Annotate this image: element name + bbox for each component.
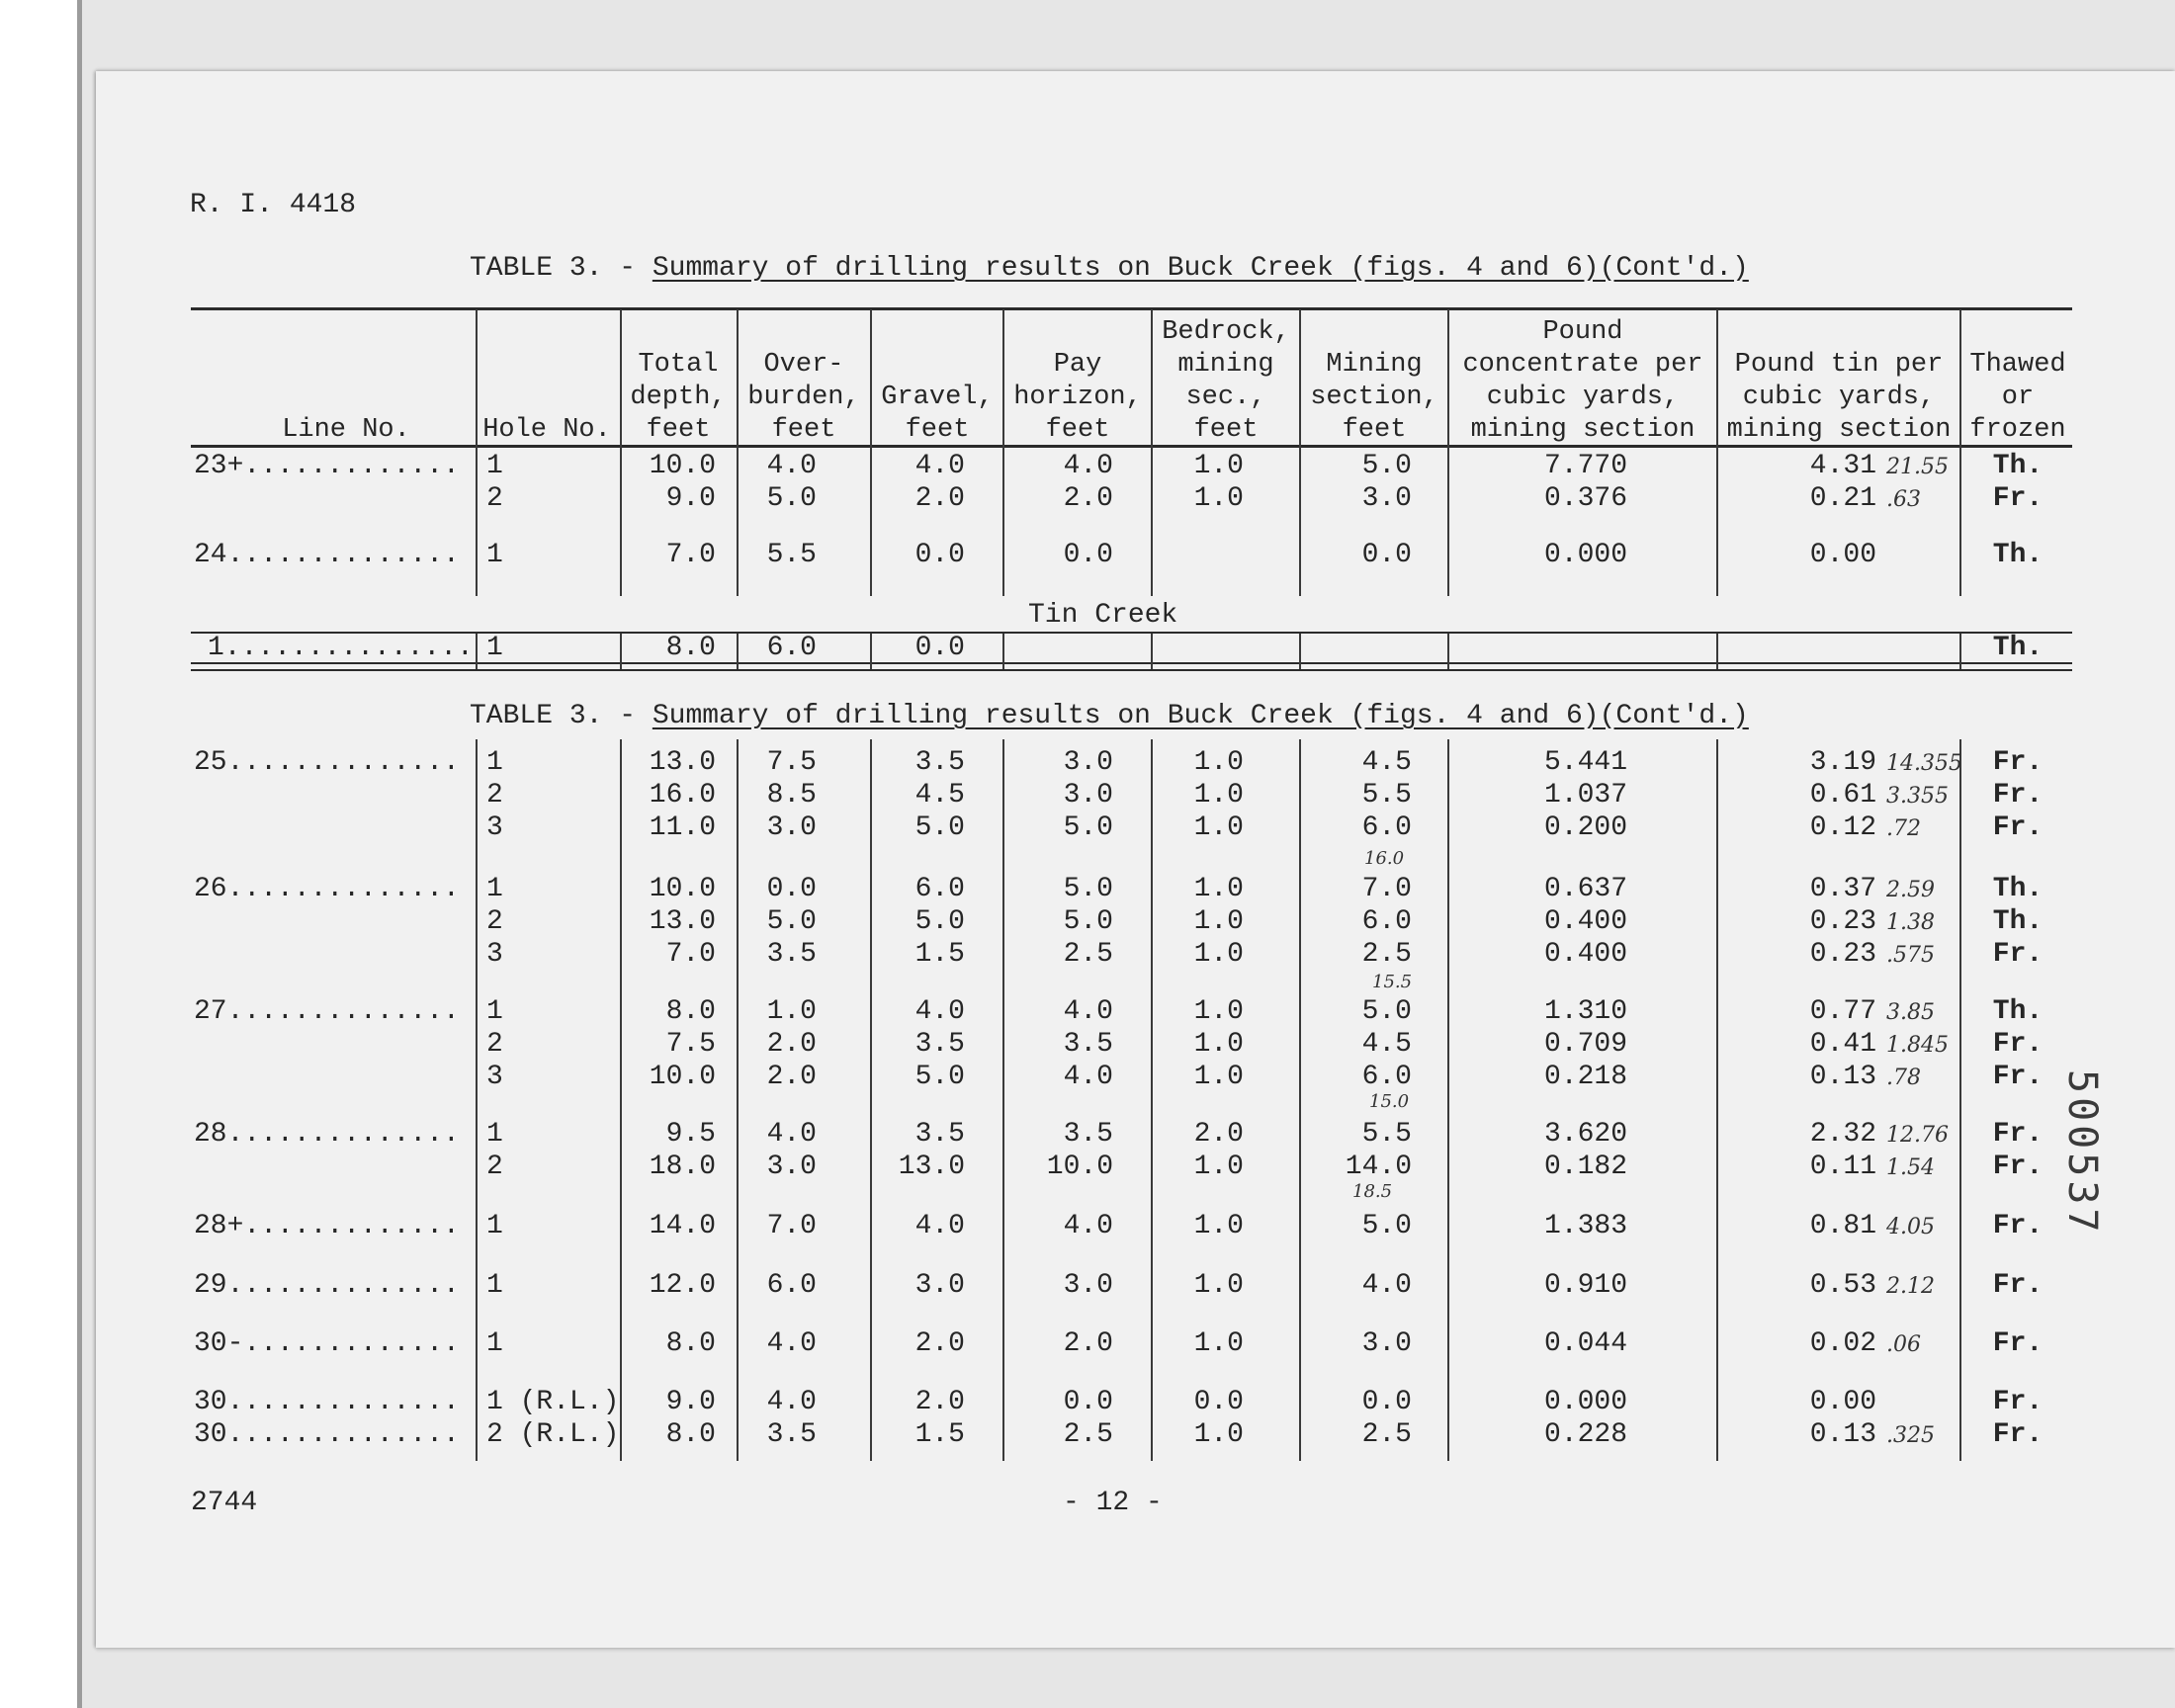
cell-pay-horizon: 3.5 [1063, 1119, 1113, 1150]
column-rule-tin-creek [737, 634, 739, 669]
margin-correction-note: 16.0 [1364, 848, 1405, 869]
cell-handwritten: 1.845 [1886, 1033, 1949, 1058]
cell-hole-no: 1 [486, 1270, 503, 1301]
cell-total-depth: 9.0 [665, 1387, 716, 1417]
table-title-top [470, 253, 1749, 285]
cell-overburden: 5.5 [766, 540, 817, 570]
cell-total-depth: 16.0 [649, 780, 716, 811]
cell-tin: 0.00 [1809, 540, 1876, 570]
cell-state: Fr. [1992, 747, 2044, 778]
cell-tin: 0.11 [1809, 1152, 1876, 1182]
table-top-rule [191, 307, 2072, 310]
table-title-bottom [470, 701, 1749, 732]
cell-handwritten: 14.355 [1886, 751, 1962, 776]
cell-tin: 0.23 [1809, 906, 1876, 937]
cell-line-no: 28+............. [194, 1211, 460, 1241]
cell-handwritten: .575 [1886, 943, 1935, 968]
cell-hole-no: 1 [486, 1211, 503, 1241]
cell-total-depth: 9.5 [665, 1119, 716, 1150]
cell-handwritten: 1.54 [1886, 1155, 1935, 1180]
cell-bedrock: 2.0 [1193, 1119, 1244, 1150]
cell-bedrock: 1.0 [1193, 1270, 1244, 1301]
tin-creek-label: Tin Creek [1028, 600, 1178, 631]
cell-tin: 0.12 [1809, 812, 1876, 843]
cell-mining-section: 3.0 [1361, 483, 1412, 514]
cell-handwritten: 1.38 [1886, 910, 1935, 935]
cell-state: Fr. [1992, 1211, 2044, 1241]
cell-tin: 0.21 [1809, 483, 1876, 514]
cell-bedrock: 1.0 [1193, 483, 1244, 514]
cell-hole-no: 1 [486, 1119, 503, 1150]
cell-concentrate: 0.182 [1543, 1152, 1627, 1182]
cell-total-depth: 7.5 [665, 1029, 716, 1060]
cell-overburden: 4.0 [766, 1119, 817, 1150]
report-id: R. I. 4418 [190, 190, 357, 220]
cell-concentrate: 1.037 [1543, 780, 1627, 811]
cell-gravel: 5.0 [914, 812, 965, 843]
cell-bedrock: 1.0 [1193, 1211, 1244, 1241]
cell-gravel: 4.5 [914, 780, 965, 811]
cell-mining-section: 0.0 [1361, 1387, 1412, 1417]
cell-tin: 3.19 [1809, 747, 1876, 778]
cell-state: Fr. [1992, 1062, 2044, 1092]
cell-gravel: 4.0 [914, 996, 965, 1027]
column-rule-tin-creek [1447, 634, 1449, 669]
cell-line-no: 29.............. [194, 1270, 460, 1301]
cell-total-depth: 8.0 [665, 1328, 716, 1359]
cell-mining-section: 14.0 [1345, 1152, 1412, 1182]
cell-mining-section: 5.0 [1361, 996, 1412, 1027]
column-rule-top [1959, 309, 1961, 596]
cell-line-no: 30.............. [194, 1387, 460, 1417]
cell-concentrate: 0.637 [1543, 874, 1627, 904]
cell-line-no: 30-............. [194, 1328, 460, 1359]
cell-state: Fr. [1992, 1328, 2044, 1359]
cell-gravel: 2.0 [914, 483, 965, 514]
column-rule-tin-creek [1299, 634, 1301, 669]
cell-pay-horizon: 3.0 [1063, 1270, 1113, 1301]
tin-creek-line: 1............... [208, 633, 474, 663]
cell-handwritten: 2.12 [1886, 1274, 1935, 1299]
cell-gravel: 1.5 [914, 939, 965, 970]
cell-pay-horizon: 4.0 [1063, 1062, 1113, 1092]
cell-bedrock: 1.0 [1193, 780, 1244, 811]
cell-hole-no: 2 [486, 906, 503, 937]
cell-bedrock: 0.0 [1193, 1387, 1244, 1417]
cell-tin: 0.77 [1809, 996, 1876, 1027]
cell-bedrock: 1.0 [1193, 1062, 1244, 1092]
cell-overburden: 4.0 [766, 451, 817, 481]
cell-state: Fr. [1992, 1270, 2044, 1301]
cell-gravel: 13.0 [898, 1152, 965, 1182]
column-rule-bottom [476, 739, 478, 1461]
cell-gravel: 1.5 [914, 1419, 965, 1450]
cell-mining-section: 4.0 [1361, 1270, 1412, 1301]
cell-bedrock: 1.0 [1193, 939, 1244, 970]
cell-hole-no: 2 (R.L.) [486, 1419, 620, 1450]
cell-concentrate: 1.383 [1543, 1211, 1627, 1241]
cell-bedrock: 1.0 [1193, 1328, 1244, 1359]
cell-total-depth: 7.0 [665, 939, 716, 970]
cell-hole-no: 1 [486, 540, 503, 570]
tin-creek-hole: 1 [486, 633, 503, 663]
cell-overburden: 0.0 [766, 874, 817, 904]
cell-hole-no: 1 [486, 874, 503, 904]
side-stamp: 500537 [2059, 1069, 2105, 1237]
cell-line-no: 26.............. [194, 874, 460, 904]
cell-state: Th. [1992, 996, 2044, 1027]
cell-mining-section: 5.5 [1361, 1119, 1412, 1150]
table-title-text: Summary of drilling results on Buck Creek (figs. 4 and 6)(Cont'd.) [652, 253, 1749, 284]
cell-concentrate: 0.400 [1543, 939, 1627, 970]
cell-hole-no: 1 [486, 996, 503, 1027]
cell-gravel: 6.0 [914, 874, 965, 904]
column-rule-bottom [1959, 739, 1961, 1461]
cell-state: Th. [1992, 906, 2044, 937]
header-tin: Pound tin per cubic yards, mining section [1726, 350, 1952, 445]
cell-total-depth: 10.0 [649, 1062, 716, 1092]
cell-concentrate: 0.200 [1543, 812, 1627, 843]
header-bedrock: Bedrock, mining sec., feet [1162, 317, 1290, 445]
cell-pay-horizon: 4.0 [1063, 1211, 1113, 1241]
cell-hole-no: 1 (R.L.) [486, 1387, 620, 1417]
cell-concentrate: 0.910 [1543, 1270, 1627, 1301]
cell-handwritten: 21.55 [1886, 455, 1949, 479]
cell-bedrock: 1.0 [1193, 1419, 1244, 1450]
cell-bedrock: 1.0 [1193, 996, 1244, 1027]
cell-gravel: 5.0 [914, 906, 965, 937]
column-rule-tin-creek [620, 634, 622, 669]
header-thawed: Thawed or frozen [1969, 350, 2066, 445]
cell-pay-horizon: 2.0 [1063, 483, 1113, 514]
column-rule-tin-creek [870, 634, 872, 669]
table-title-text: Summary of drilling results on Buck Creek (figs. 4 and 6)(Cont'd.) [652, 701, 1749, 731]
cell-concentrate: 3.620 [1543, 1119, 1627, 1150]
cell-gravel: 4.0 [914, 451, 965, 481]
cell-state: Th. [1992, 540, 2044, 570]
column-rule-tin-creek [1002, 634, 1004, 669]
cell-overburden: 2.0 [766, 1062, 817, 1092]
footer-code: 2744 [191, 1488, 258, 1518]
header-pay-horizon: Pay horizon, feet [1013, 350, 1142, 445]
cell-total-depth: 14.0 [649, 1211, 716, 1241]
cell-overburden: 1.0 [766, 996, 817, 1027]
cell-overburden: 3.0 [766, 812, 817, 843]
cell-state: Fr. [1992, 1387, 2044, 1417]
scan-left-margin [0, 0, 77, 1708]
table-title-prefix: TABLE 3. - [470, 701, 652, 731]
cell-handwritten: 3.355 [1886, 784, 1949, 809]
cell-concentrate: 5.441 [1543, 747, 1627, 778]
cell-mining-section: 7.0 [1361, 874, 1412, 904]
cell-state: Fr. [1992, 812, 2044, 843]
cell-bedrock: 1.0 [1193, 1029, 1244, 1060]
cell-pay-horizon: 4.0 [1063, 451, 1113, 481]
cell-concentrate: 0.376 [1543, 483, 1627, 514]
cell-bedrock: 1.0 [1193, 1152, 1244, 1182]
cell-gravel: 4.0 [914, 1211, 965, 1241]
cell-bedrock: 1.0 [1193, 812, 1244, 843]
cell-concentrate: 7.770 [1543, 451, 1627, 481]
margin-correction-note: 15.5 [1372, 972, 1413, 992]
cell-overburden: 6.0 [766, 1270, 817, 1301]
cell-state: Fr. [1992, 1119, 2044, 1150]
cell-gravel: 0.0 [914, 540, 965, 570]
cell-tin: 0.00 [1809, 1387, 1876, 1417]
column-rule-top [476, 309, 478, 596]
cell-pay-horizon: 5.0 [1063, 874, 1113, 904]
cell-gravel: 2.0 [914, 1387, 965, 1417]
cell-hole-no: 3 [486, 812, 503, 843]
header-gravel: Gravel, feet [881, 383, 994, 445]
cell-mining-section: 5.0 [1361, 451, 1412, 481]
cell-hole-no: 2 [486, 1152, 503, 1182]
margin-correction-note: 18.5 [1352, 1181, 1393, 1202]
cell-hole-no: 2 [486, 483, 503, 514]
cell-handwritten: .325 [1886, 1423, 1935, 1448]
cell-pay-horizon: 2.5 [1063, 1419, 1113, 1450]
cell-overburden: 3.5 [766, 1419, 817, 1450]
cell-bedrock: 1.0 [1193, 451, 1244, 481]
cell-gravel: 2.0 [914, 1328, 965, 1359]
cell-mining-section: 6.0 [1361, 812, 1412, 843]
cell-tin: 2.32 [1809, 1119, 1876, 1150]
cell-pay-horizon: 2.5 [1063, 939, 1113, 970]
header-line-no: Line No. [282, 415, 410, 445]
cell-mining-section: 2.5 [1361, 939, 1412, 970]
cell-overburden: 8.5 [766, 780, 817, 811]
cell-total-depth: 10.0 [649, 874, 716, 904]
cell-handwritten: 12.76 [1886, 1123, 1949, 1148]
cell-concentrate: 0.044 [1543, 1328, 1627, 1359]
cell-bedrock: 1.0 [1193, 874, 1244, 904]
cell-gravel: 3.0 [914, 1270, 965, 1301]
cell-state: Fr. [1992, 939, 2044, 970]
header-hole-no: Hole No. [482, 415, 611, 445]
cell-state: Fr. [1992, 483, 2044, 514]
cell-mining-section: 5.0 [1361, 1211, 1412, 1241]
cell-line-no: 30.............. [194, 1419, 460, 1450]
cell-state: Fr. [1992, 1029, 2044, 1060]
cell-hole-no: 2 [486, 780, 503, 811]
tin-creek-overburden: 6.0 [766, 633, 817, 663]
cell-state: Fr. [1992, 1419, 2044, 1450]
cell-tin: 0.61 [1809, 780, 1876, 811]
cell-tin: 0.13 [1809, 1419, 1876, 1450]
cell-concentrate: 0.709 [1543, 1029, 1627, 1060]
cell-state: Th. [1992, 874, 2044, 904]
header-overburden: Over- burden, feet [747, 350, 860, 445]
cell-total-depth: 9.0 [665, 483, 716, 514]
cell-tin: 0.13 [1809, 1062, 1876, 1092]
cell-total-depth: 13.0 [649, 747, 716, 778]
cell-overburden: 2.0 [766, 1029, 817, 1060]
cell-tin: 0.02 [1809, 1328, 1876, 1359]
scan-page-edge [77, 0, 82, 1708]
cell-pay-horizon: 4.0 [1063, 996, 1113, 1027]
cell-concentrate: 0.000 [1543, 1387, 1627, 1417]
cell-hole-no: 1 [486, 747, 503, 778]
cell-gravel: 3.5 [914, 747, 965, 778]
cell-pay-horizon: 3.0 [1063, 780, 1113, 811]
cell-mining-section: 4.5 [1361, 747, 1412, 778]
margin-correction-note: 15.0 [1369, 1091, 1410, 1112]
cell-handwritten: .06 [1886, 1332, 1921, 1357]
tin-creek-state: Th. [1992, 633, 2044, 663]
cell-bedrock: 1.0 [1193, 906, 1244, 937]
cell-handwritten: 2.59 [1886, 878, 1935, 902]
cell-concentrate: 0.000 [1543, 540, 1627, 570]
cell-hole-no: 3 [486, 939, 503, 970]
cell-pay-horizon: 10.0 [1046, 1152, 1113, 1182]
header-mining-section: Mining section, feet [1310, 350, 1438, 445]
cell-hole-no: 3 [486, 1062, 503, 1092]
cell-bedrock: 1.0 [1193, 747, 1244, 778]
cell-handwritten: .78 [1886, 1066, 1921, 1090]
cell-overburden: 5.0 [766, 483, 817, 514]
cell-pay-horizon: 3.0 [1063, 747, 1113, 778]
cell-total-depth: 11.0 [649, 812, 716, 843]
cell-tin: 0.37 [1809, 874, 1876, 904]
cell-total-depth: 12.0 [649, 1270, 716, 1301]
cell-handwritten: 3.85 [1886, 1000, 1935, 1025]
cell-mining-section: 3.0 [1361, 1328, 1412, 1359]
cell-total-depth: 7.0 [665, 540, 716, 570]
cell-pay-horizon: 3.5 [1063, 1029, 1113, 1060]
cell-tin: 0.23 [1809, 939, 1876, 970]
cell-hole-no: 1 [486, 1328, 503, 1359]
cell-pay-horizon: 0.0 [1063, 540, 1113, 570]
cell-concentrate: 0.228 [1543, 1419, 1627, 1450]
cell-total-depth: 8.0 [665, 996, 716, 1027]
cell-concentrate: 0.218 [1543, 1062, 1627, 1092]
cell-handwritten: .63 [1886, 487, 1921, 512]
cell-line-no: 24.............. [194, 540, 460, 570]
cell-overburden: 4.0 [766, 1387, 817, 1417]
tin-creek-total: 8.0 [665, 633, 716, 663]
cell-line-no: 25.............. [194, 747, 460, 778]
cell-pay-horizon: 5.0 [1063, 906, 1113, 937]
cell-total-depth: 13.0 [649, 906, 716, 937]
cell-handwritten: 4.05 [1886, 1215, 1935, 1239]
cell-tin: 0.53 [1809, 1270, 1876, 1301]
table-title-prefix: TABLE 3. - [470, 253, 652, 284]
cell-gravel: 3.5 [914, 1119, 965, 1150]
cell-mining-section: 0.0 [1361, 540, 1412, 570]
cell-line-no: 27.............. [194, 996, 460, 1027]
cell-overburden: 5.0 [766, 906, 817, 937]
header-concentrate: Pound concentrate per cubic yards, mining section [1462, 317, 1703, 445]
cell-pay-horizon: 0.0 [1063, 1387, 1113, 1417]
cell-tin: 0.81 [1809, 1211, 1876, 1241]
cell-overburden: 3.5 [766, 939, 817, 970]
cell-total-depth: 18.0 [649, 1152, 716, 1182]
cell-handwritten: .72 [1886, 816, 1921, 841]
cell-overburden: 7.0 [766, 1211, 817, 1241]
cell-line-no: 28.............. [194, 1119, 460, 1150]
cell-mining-section: 6.0 [1361, 906, 1412, 937]
cell-overburden: 7.5 [766, 747, 817, 778]
cell-total-depth: 8.0 [665, 1419, 716, 1450]
cell-mining-section: 4.5 [1361, 1029, 1412, 1060]
column-rule-tin-creek [1716, 634, 1718, 669]
tin-creek-gravel: 0.0 [914, 633, 965, 663]
cell-pay-horizon: 2.0 [1063, 1328, 1113, 1359]
cell-hole-no: 2 [486, 1029, 503, 1060]
cell-pay-horizon: 5.0 [1063, 812, 1113, 843]
cell-mining-section: 6.0 [1361, 1062, 1412, 1092]
cell-mining-section: 5.5 [1361, 780, 1412, 811]
tin-creek-rule-bottom-2 [191, 669, 2072, 671]
cell-gravel: 5.0 [914, 1062, 965, 1092]
header-total-depth: Total depth, feet [630, 350, 727, 445]
cell-overburden: 4.0 [766, 1328, 817, 1359]
cell-state: Th. [1992, 451, 2044, 481]
column-rule-tin-creek [1151, 634, 1153, 669]
cell-concentrate: 0.400 [1543, 906, 1627, 937]
cell-concentrate: 1.310 [1543, 996, 1627, 1027]
cell-line-no: 23+............. [194, 451, 460, 481]
cell-state: Fr. [1992, 780, 2044, 811]
column-rule-tin-creek [476, 634, 478, 669]
cell-tin: 0.41 [1809, 1029, 1876, 1060]
cell-tin: 4.31 [1809, 451, 1876, 481]
cell-total-depth: 10.0 [649, 451, 716, 481]
cell-gravel: 3.5 [914, 1029, 965, 1060]
page-number: - 12 - [1063, 1488, 1163, 1518]
cell-mining-section: 2.5 [1361, 1419, 1412, 1450]
cell-state: Fr. [1992, 1152, 2044, 1182]
cell-hole-no: 1 [486, 451, 503, 481]
column-rule-tin-creek [1959, 634, 1961, 669]
cell-overburden: 3.0 [766, 1152, 817, 1182]
